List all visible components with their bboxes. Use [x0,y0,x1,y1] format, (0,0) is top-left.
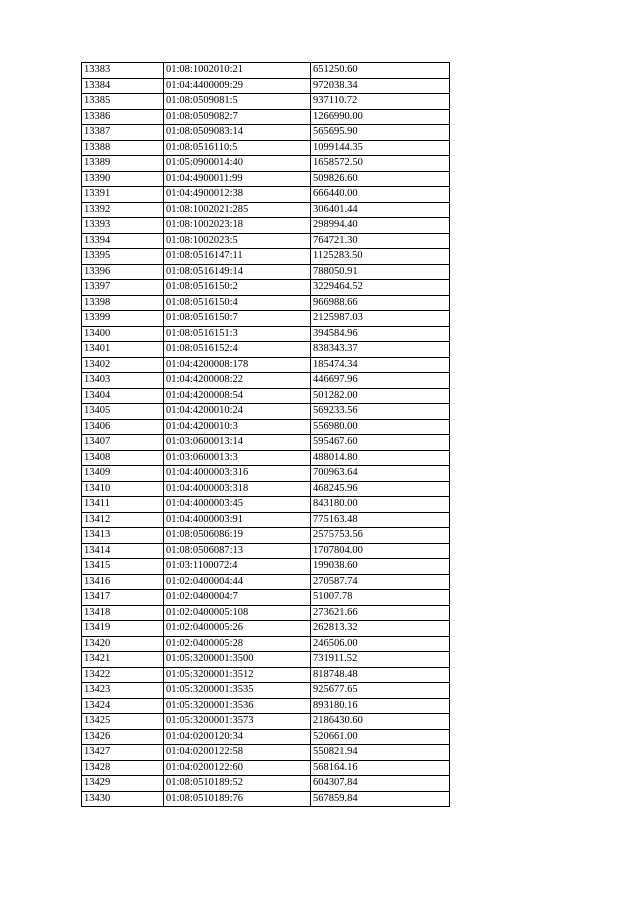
row-number-cell: 13428 [82,760,164,776]
value-cell: 2575753.56 [311,528,450,544]
table-row [82,63,450,79]
row-number-cell: 13413 [82,528,164,544]
cadastral-number-cell: 01:08:0509081:5 [164,94,311,110]
table-row [82,714,450,730]
value-cell: 764721.30 [311,233,450,249]
cadastral-number-cell: 01:02:0400005:28 [164,636,311,652]
row-number-cell: 13421 [82,652,164,668]
cadastral-number-cell: 01:04:0200122:58 [164,745,311,761]
cadastral-number-cell: 01:02:0400004:44 [164,574,311,590]
value-cell: 604307.84 [311,776,450,792]
row-number-cell: 13429 [82,776,164,792]
cadastral-number-cell: 01:08:0516150:2 [164,280,311,296]
value-cell: 199038.60 [311,559,450,575]
cadastral-number-cell: 01:05:3200001:3535 [164,683,311,699]
value-cell: 446697.96 [311,373,450,389]
cadastral-number-cell: 01:05:3200001:3573 [164,714,311,730]
row-number-cell: 13394 [82,233,164,249]
row-number-cell: 13409 [82,466,164,482]
cadastral-number-cell: 01:04:4200008:178 [164,357,311,373]
cadastral-number-cell: 01:04:4200008:22 [164,373,311,389]
table-row [82,202,450,218]
table-row [82,94,450,110]
row-number-cell: 13430 [82,791,164,807]
value-cell: 51007.78 [311,590,450,606]
cadastral-number-cell: 01:08:1002023:18 [164,218,311,234]
row-number-cell: 13398 [82,295,164,311]
value-cell: 569233.56 [311,404,450,420]
row-number-cell: 13408 [82,450,164,466]
table-row [82,156,450,172]
row-number-cell: 13392 [82,202,164,218]
value-cell: 1266990.00 [311,109,450,125]
value-cell: 1125283.50 [311,249,450,265]
table-row [82,729,450,745]
row-number-cell: 13415 [82,559,164,575]
table-row [82,466,450,482]
value-cell: 1707804.00 [311,543,450,559]
table-row [82,264,450,280]
value-cell: 972038.34 [311,78,450,94]
value-cell: 520661.00 [311,729,450,745]
value-cell: 2125987.03 [311,311,450,327]
table-body [82,63,450,807]
table-row [82,295,450,311]
value-cell: 595467.60 [311,435,450,451]
cadastral-number-cell: 01:05:3200001:3500 [164,652,311,668]
value-cell: 925677.65 [311,683,450,699]
value-cell: 731911.52 [311,652,450,668]
table-row [82,543,450,559]
value-cell: 893180.16 [311,698,450,714]
table-row [82,171,450,187]
row-number-cell: 13410 [82,481,164,497]
cadastral-number-cell: 01:04:4900011:99 [164,171,311,187]
row-number-cell: 13403 [82,373,164,389]
row-number-cell: 13389 [82,156,164,172]
table-row [82,791,450,807]
row-number-cell: 13424 [82,698,164,714]
value-cell: 2186430.60 [311,714,450,730]
cadastral-number-cell: 01:04:4200010:3 [164,419,311,435]
table-row [82,450,450,466]
table-row [82,388,450,404]
value-cell: 666440.00 [311,187,450,203]
table-row [82,636,450,652]
cadastral-number-cell: 01:08:0516150:7 [164,311,311,327]
cadastral-number-cell: 01:03:0600013:3 [164,450,311,466]
row-number-cell: 13406 [82,419,164,435]
value-cell: 185474.34 [311,357,450,373]
cadastral-number-cell: 01:08:0510189:52 [164,776,311,792]
row-number-cell: 13384 [82,78,164,94]
value-cell: 298994.40 [311,218,450,234]
row-number-cell: 13418 [82,605,164,621]
value-cell: 838343.37 [311,342,450,358]
value-cell: 270587.74 [311,574,450,590]
row-number-cell: 13422 [82,667,164,683]
table-row [82,481,450,497]
cadastral-number-cell: 01:02:0400005:108 [164,605,311,621]
table-row [82,233,450,249]
row-number-cell: 13385 [82,94,164,110]
table-row [82,342,450,358]
row-number-cell: 13391 [82,187,164,203]
cadastral-number-cell: 01:04:4200008:54 [164,388,311,404]
value-cell: 550821.94 [311,745,450,761]
table-row [82,249,450,265]
cadastral-number-cell: 01:08:1002010:21 [164,63,311,79]
table-row [82,528,450,544]
value-cell: 567859.84 [311,791,450,807]
table-row [82,605,450,621]
value-cell: 651250.60 [311,63,450,79]
cadastral-value-table [81,62,450,807]
cadastral-number-cell: 01:04:0200120:34 [164,729,311,745]
cadastral-number-cell: 01:04:4000003:45 [164,497,311,513]
row-number-cell: 13395 [82,249,164,265]
cadastral-number-cell: 01:05:0900014:40 [164,156,311,172]
table-row [82,667,450,683]
table-row [82,404,450,420]
row-number-cell: 13400 [82,326,164,342]
table-row [82,745,450,761]
row-number-cell: 13417 [82,590,164,606]
row-number-cell: 13396 [82,264,164,280]
cadastral-number-cell: 01:08:0516150:4 [164,295,311,311]
table-row [82,683,450,699]
table-row [82,574,450,590]
value-cell: 262813.32 [311,621,450,637]
row-number-cell: 13425 [82,714,164,730]
value-cell: 700963.64 [311,466,450,482]
table-row [82,652,450,668]
value-cell: 1658572.50 [311,156,450,172]
value-cell: 468245.96 [311,481,450,497]
table-row [82,776,450,792]
cadastral-number-cell: 01:02:0400004:7 [164,590,311,606]
cadastral-number-cell: 01:08:0506087:13 [164,543,311,559]
row-number-cell: 13404 [82,388,164,404]
value-cell: 775163.48 [311,512,450,528]
row-number-cell: 13420 [82,636,164,652]
row-number-cell: 13383 [82,63,164,79]
table-row [82,621,450,637]
table-row [82,590,450,606]
cadastral-number-cell: 01:02:0400005:26 [164,621,311,637]
table-row [82,311,450,327]
table-row [82,140,450,156]
cadastral-number-cell: 01:04:4000003:91 [164,512,311,528]
value-cell: 1099144.35 [311,140,450,156]
row-number-cell: 13407 [82,435,164,451]
table-row [82,419,450,435]
value-cell: 966988.66 [311,295,450,311]
value-cell: 3229464.52 [311,280,450,296]
cadastral-number-cell: 01:08:1002021:285 [164,202,311,218]
row-number-cell: 13402 [82,357,164,373]
row-number-cell: 13423 [82,683,164,699]
row-number-cell: 13426 [82,729,164,745]
table-row [82,512,450,528]
table-row [82,698,450,714]
cadastral-number-cell: 01:08:0509082:7 [164,109,311,125]
row-number-cell: 13414 [82,543,164,559]
row-number-cell: 13405 [82,404,164,420]
table-row [82,109,450,125]
cadastral-number-cell: 01:05:3200001:3536 [164,698,311,714]
cadastral-number-cell: 01:04:4900012:38 [164,187,311,203]
table-row [82,125,450,141]
value-cell: 818748.48 [311,667,450,683]
value-cell: 273621.66 [311,605,450,621]
cadastral-number-cell: 01:03:0600013:14 [164,435,311,451]
table-row [82,435,450,451]
value-cell: 246506.00 [311,636,450,652]
cadastral-number-cell: 01:08:0516151:3 [164,326,311,342]
cadastral-number-cell: 01:08:0510189:76 [164,791,311,807]
table-row [82,187,450,203]
value-cell: 509826.60 [311,171,450,187]
value-cell: 488014.80 [311,450,450,466]
value-cell: 843180.00 [311,497,450,513]
table-row [82,559,450,575]
cadastral-number-cell: 01:08:0516147:11 [164,249,311,265]
row-number-cell: 13387 [82,125,164,141]
row-number-cell: 13393 [82,218,164,234]
row-number-cell: 13427 [82,745,164,761]
table-row [82,357,450,373]
row-number-cell: 13416 [82,574,164,590]
cadastral-number-cell: 01:08:0516152:4 [164,342,311,358]
cadastral-number-cell: 01:04:4200010:24 [164,404,311,420]
cadastral-number-cell: 01:08:0509083:14 [164,125,311,141]
cadastral-number-cell: 01:08:0516110:5 [164,140,311,156]
row-number-cell: 13388 [82,140,164,156]
cadastral-number-cell: 01:08:0516149:14 [164,264,311,280]
row-number-cell: 13401 [82,342,164,358]
cadastral-number-cell: 01:08:1002023:5 [164,233,311,249]
cadastral-number-cell: 01:08:0506086:19 [164,528,311,544]
cadastral-number-cell: 01:05:3200001:3512 [164,667,311,683]
table-row [82,326,450,342]
row-number-cell: 13412 [82,512,164,528]
table-row [82,373,450,389]
row-number-cell: 13390 [82,171,164,187]
value-cell: 556980.00 [311,419,450,435]
cadastral-number-cell: 01:04:4400009:29 [164,78,311,94]
value-cell: 788050.91 [311,264,450,280]
table-row [82,760,450,776]
table-row [82,218,450,234]
value-cell: 937110.72 [311,94,450,110]
row-number-cell: 13399 [82,311,164,327]
table-row [82,78,450,94]
cadastral-number-cell: 01:04:0200122:60 [164,760,311,776]
table-row [82,497,450,513]
value-cell: 306401.44 [311,202,450,218]
value-cell: 565695.90 [311,125,450,141]
value-cell: 394584.96 [311,326,450,342]
row-number-cell: 13397 [82,280,164,296]
row-number-cell: 13411 [82,497,164,513]
table-row [82,280,450,296]
cadastral-number-cell: 01:04:4000003:316 [164,466,311,482]
value-cell: 501282.00 [311,388,450,404]
row-number-cell: 13386 [82,109,164,125]
row-number-cell: 13419 [82,621,164,637]
cadastral-number-cell: 01:03:1100072:4 [164,559,311,575]
cadastral-number-cell: 01:04:4000003:318 [164,481,311,497]
value-cell: 568164.16 [311,760,450,776]
